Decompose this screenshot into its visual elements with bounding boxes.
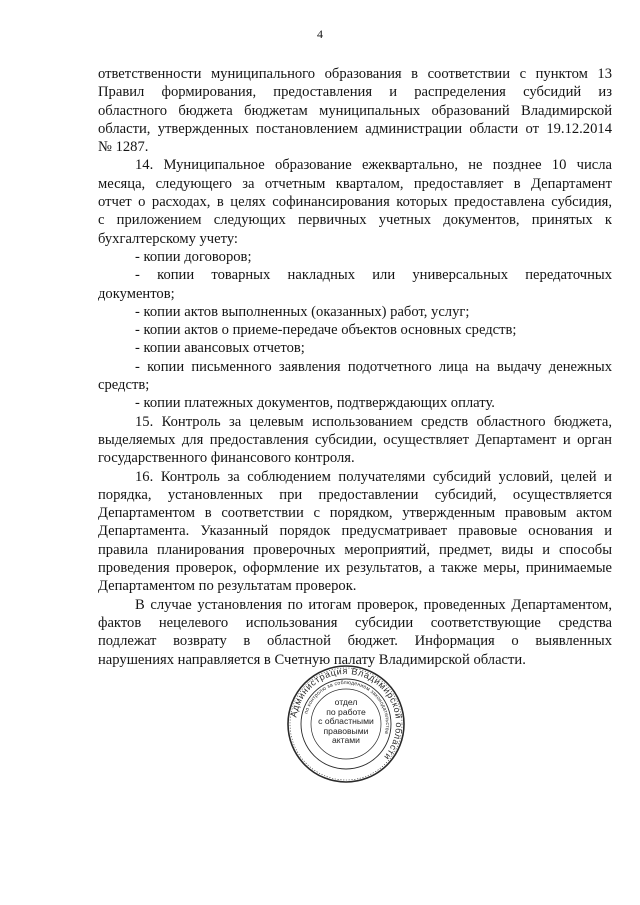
text-line: - копии товарных накладных или универсальных передаточных	[135, 267, 612, 284]
stamp-center-line: по работе	[326, 706, 366, 717]
text-line: - копии актов выполненных (оказанных) работ, услуг;	[135, 303, 470, 320]
text-line: ответственности муниципального образования в соответствии с пунктом 13	[98, 66, 612, 82]
text-line: Департамента. Указанный порядок предусматривает правовые основания и	[98, 523, 612, 540]
text-line: правила планирования проверочных мероприятий, предмет, виды и способы	[98, 541, 612, 558]
text-line: - копии платежных документов, подтверждающих оплату.	[135, 395, 495, 412]
stamp-center-text	[313, 698, 379, 746]
text-line: 15. Контроль за целевым использованием средств областного бюджета,	[135, 413, 612, 430]
text-line: с приложением следующих первичных учетных документов, принятых к	[98, 212, 612, 229]
text-line: месяца, следующего за отчетным кварталом, предоставляет в Департамент	[98, 175, 612, 192]
text-line: Департаментом по результатам проверок.	[98, 578, 357, 595]
text-line: - копии письменного заявления подотчетного лица на выдачу денежных	[135, 358, 612, 375]
text-line: подлежат возврату в областной бюджет. Информация о выявленных	[98, 633, 612, 650]
official-stamp	[286, 664, 406, 784]
text-line: 14. Муниципальное образование ежеквартально, не позднее 10 числа	[135, 157, 612, 174]
text-line: - копии договоров;	[135, 248, 252, 265]
page-number: 4	[317, 27, 323, 41]
text-line: нарушениях направляется в Счетную палату Владимирской области.	[98, 651, 526, 668]
text-line: проведения проверок, оформление их результатов, а также меры, принимаемые	[98, 560, 612, 577]
text-line: выделяемых для предоставления субсидии, осуществляет Департамент и орган	[98, 431, 612, 448]
text-line: - копии актов о приеме-передаче объектов основных средств;	[135, 322, 517, 339]
stamp-center-line: с областными	[318, 716, 374, 727]
text-line: государственного финансового контроля.	[98, 450, 355, 467]
stamp-inner-ring-text: по контролю за соблюдением законодательства	[303, 679, 391, 735]
text-line: документов;	[98, 285, 175, 302]
text-line: В случае установления по итогам проверок, проведенных Департаментом,	[135, 596, 612, 613]
text-line: средств;	[98, 377, 150, 394]
stamp-outer-ring-text: Администрация Владимирской области	[288, 665, 405, 763]
text-line: 16. Контроль за соблюдением получателями субсидий условий, целей и	[135, 468, 612, 485]
text-line: Департаментом в соответствии с порядком, утвержденным правовым актом	[98, 505, 612, 522]
text-line: - копии авансовых отчетов;	[135, 340, 305, 357]
text-line: порядка, установленных при предоставлении субсидий, осуществляется	[98, 486, 612, 503]
text-line: Правил формирования, предоставления и распределения субсидий из	[98, 84, 612, 101]
stamp-center-line: отдел	[334, 697, 358, 707]
text-line: областного бюджета бюджетам муниципальных образований Владимирской	[98, 102, 612, 119]
stamp-center-line: актами	[332, 735, 360, 746]
text-line: бухгалтерскому учету:	[98, 230, 238, 247]
stamp-center-line: правовыми	[323, 725, 369, 736]
document-body	[98, 65, 612, 669]
text-line: фактов нецелевого использования субсидии соответствующие средства	[98, 614, 612, 631]
text-line: № 1287.	[98, 139, 149, 156]
text-line: области, утвержденных постановлением администрации области от 19.12.2014	[98, 120, 612, 137]
text-line: отчет о расходах, в целях софинансирования которых предоставлена субсидия,	[98, 194, 612, 211]
